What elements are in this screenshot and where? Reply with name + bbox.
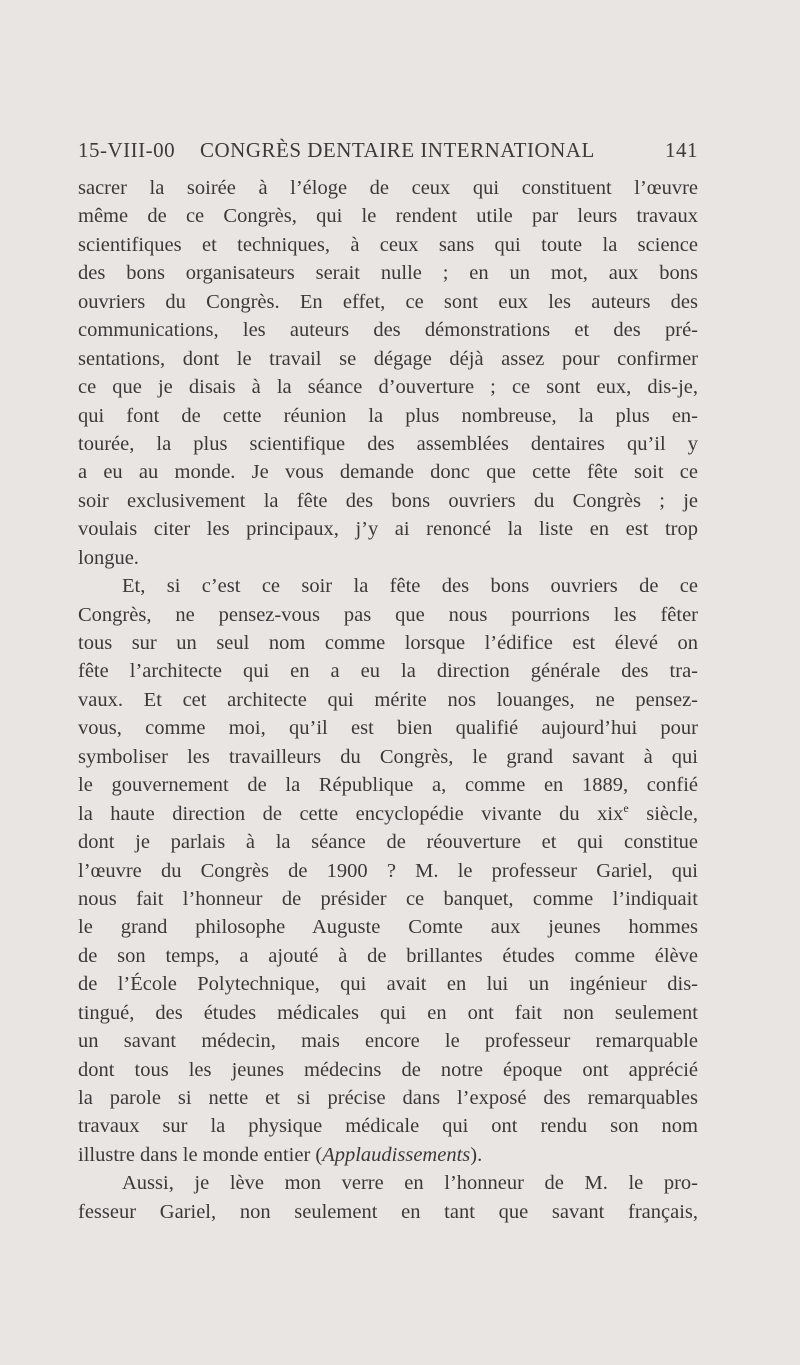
text-line: communications, les auteurs des démonstrations et des pré- bbox=[78, 319, 698, 342]
text-line: dont tous les jeunes médecins de notre époque ont apprécié bbox=[78, 1058, 698, 1081]
text-line: l’œuvre du Congrès de 1900 ? M. le professeur Gariel, qui bbox=[78, 859, 698, 882]
text-line: vaux. Et cet architecte qui mérite nos louanges, ne pensez- bbox=[78, 688, 698, 711]
text-line: symboliser les travailleurs du Congrès, le grand savant à qui bbox=[78, 745, 698, 768]
body-text bbox=[78, 174, 698, 1226]
running-title: CONGRÈS DENTAIRE INTERNATIONAL bbox=[200, 138, 595, 162]
text-line: le grand philosophe Auguste Comte aux jeunes hommes bbox=[78, 916, 698, 939]
text-line: vous, comme moi, qu’il est bien qualifié aujourd’hui pour bbox=[78, 717, 698, 740]
text-line: tourée, la plus scientifique des assemblées dentaires qu’il y bbox=[78, 432, 698, 455]
text-line: a eu au monde. Je vous demande donc que cette fête soit ce bbox=[78, 461, 698, 484]
century-numeral: xix bbox=[597, 802, 624, 825]
text-line: fête l’architecte qui en a eu la direction générale des tra- bbox=[78, 660, 698, 683]
text-line: scientifiques et techniques, à ceux sans qui toute la science bbox=[78, 233, 698, 256]
text-line: des bons organisateurs serait nulle ; en un mot, aux bons bbox=[78, 262, 698, 285]
text-line: dont je parlais à la séance de réouverture et qui constitue bbox=[78, 831, 698, 854]
text-line: soir exclusivement la fête des bons ouvriers du Congrès ; je bbox=[78, 489, 698, 512]
text-line: fesseur Gariel, non seulement en tant que savant français, bbox=[78, 1200, 698, 1223]
text-line: Congrès, ne pensez-vous pas que nous pourrions les fêter bbox=[78, 603, 698, 626]
text-line: le gouvernement de la République a, comme en 1889, confié bbox=[78, 774, 698, 797]
text-line: sentations, dont le travail se dégage déjà assez pour confirmer bbox=[78, 347, 698, 370]
text-line: nous fait l’honneur de présider ce banquet, comme l’indiquait bbox=[78, 887, 698, 910]
text-line: qui font de cette réunion la plus nombreuse, la plus en- bbox=[78, 404, 698, 427]
running-header bbox=[78, 138, 698, 168]
century-line bbox=[78, 800, 698, 828]
page-number: 141 bbox=[665, 138, 698, 162]
paragraph-start-line: Et, si c’est ce soir la fête des bons ouvriers de ce bbox=[122, 575, 698, 598]
text-line: la parole si nette et si précise dans l’exposé des remarquables bbox=[78, 1087, 698, 1109]
applause-close: ). bbox=[470, 1143, 483, 1166]
text-line: de l’École Polytechnique, qui avait en lui un ingénieur dis- bbox=[78, 973, 698, 996]
text-line: tous sur un seul nom comme lorsque l’édifice est élevé on bbox=[78, 632, 698, 654]
text-line: ouvriers du Congrès. En effet, ce sont eux les auteurs des bbox=[78, 290, 698, 313]
text-line: même de ce Congrès, qui le rendent utile par leurs travaux bbox=[78, 205, 698, 228]
paragraph-start-line: Aussi, je lève mon verre en l’honneur de M. le pro- bbox=[122, 1172, 698, 1195]
text-line: de son temps, a ajouté à de brillantes études comme élève bbox=[78, 944, 698, 967]
text-line: un savant médecin, mais encore le professeur remarquable bbox=[78, 1030, 698, 1053]
session-date-code: 15-VIII-00 bbox=[78, 138, 176, 162]
text-line: travaux sur la physique médicale qui ont rendu son nom bbox=[78, 1115, 698, 1138]
applause-note: Applaudissements bbox=[322, 1143, 471, 1166]
text-line: sacrer la soirée à l’éloge de ceux qui constituent l’œuvre bbox=[78, 177, 698, 199]
century-word: siècle, bbox=[628, 802, 698, 825]
line-segment: la haute direction de cette encyclopédie vivante du bbox=[78, 802, 598, 825]
century-superscript: e bbox=[623, 800, 629, 815]
text-line: ce que je disais à la séance d’ouverture ; ce sont eux, dis-je, bbox=[78, 376, 698, 399]
line-segment: illustre dans le monde entier ( bbox=[78, 1143, 323, 1166]
text-line: tingué, des études médicales qui en ont fait non seulement bbox=[78, 1001, 698, 1024]
text-line: longue. bbox=[78, 546, 139, 569]
text-line: voulais citer les principaux, j’y ai renoncé la liste en est trop bbox=[78, 518, 698, 541]
applause-line bbox=[78, 1141, 698, 1169]
